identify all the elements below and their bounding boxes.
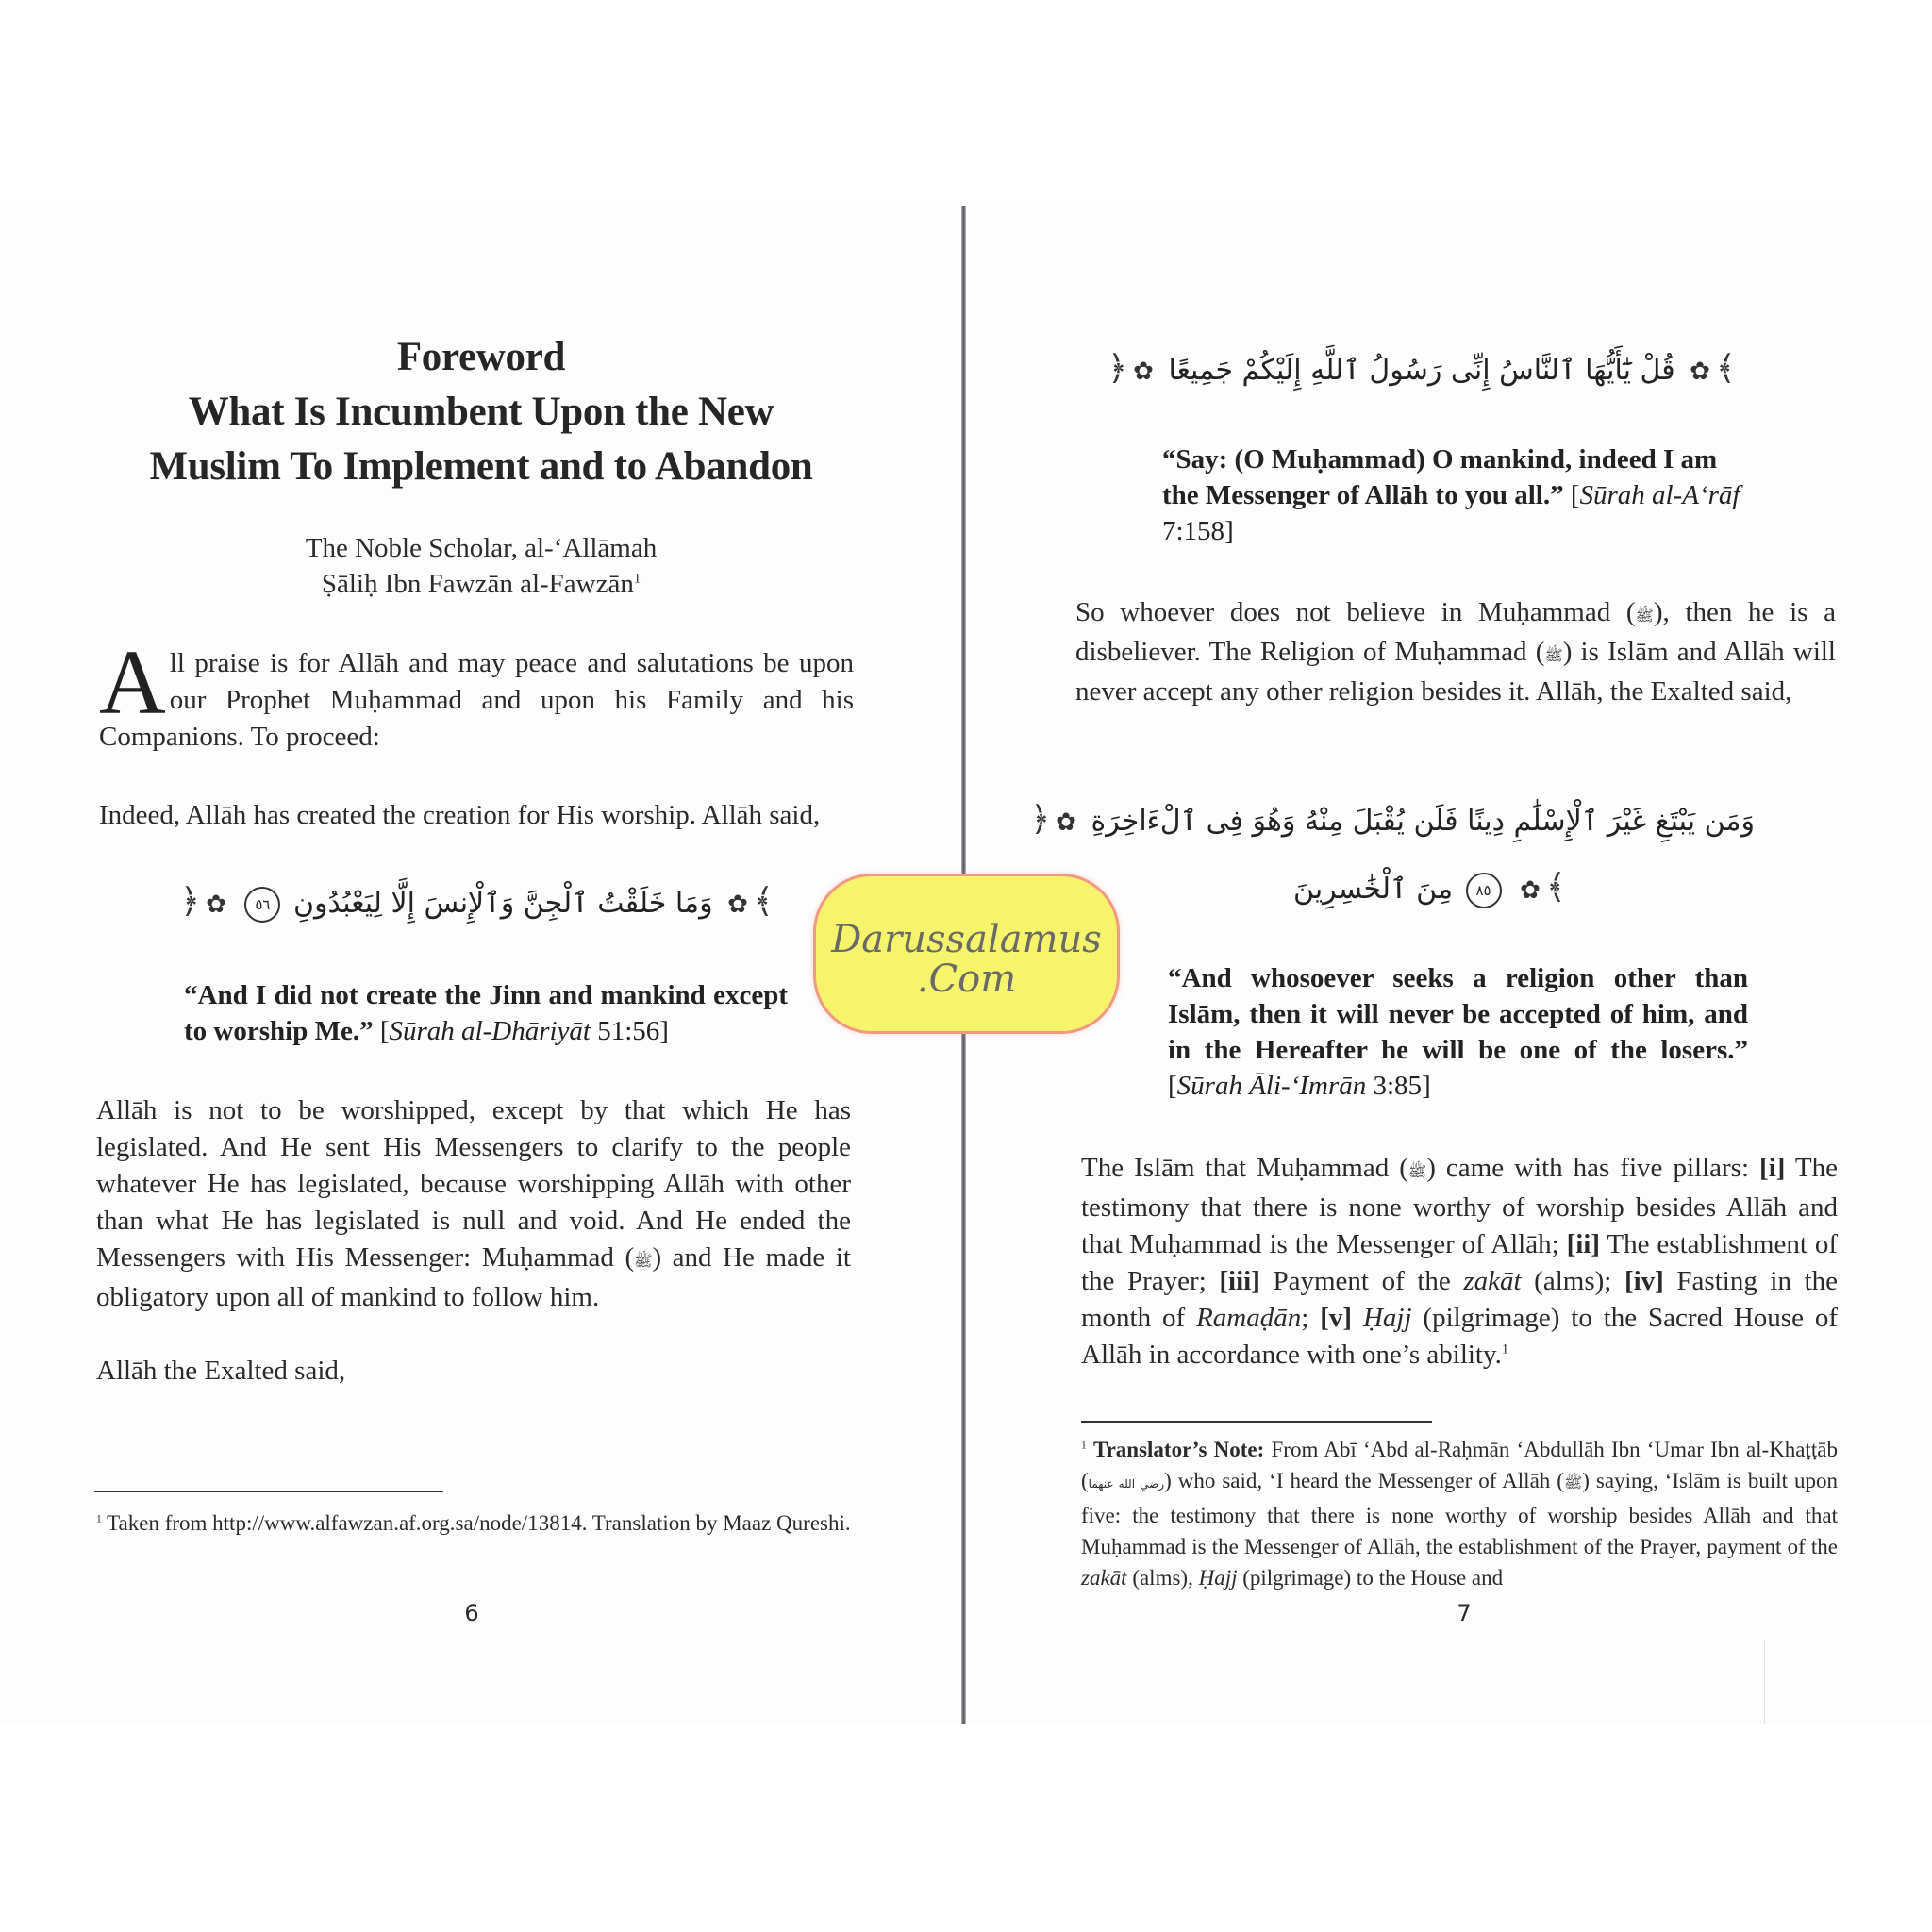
pillar-label: [v] xyxy=(1320,1303,1353,1333)
watermark-line-2: .Com xyxy=(916,958,1017,1001)
disbeliever-paragraph: So whoever does not believe in Muḥammad (ﷺ), then he is a disbeliever. The Religion of Muḥammad (ﷺ) is Islām and Allāh will never accept any other religion besides it. Allāh, the Exalted said, xyxy=(1075,597,1836,707)
verse-translation-3-85: “And whosoever seeks a religion other than Islām, then it will never be accepted of him, and in the Hereafter he will be one of the losers.” [Sūrah Āli-‘Imrān 3:85] xyxy=(1168,963,1748,1101)
verse-reference: [Sūrah Āli-‘Imrān 3:85] xyxy=(1168,1071,1431,1101)
ornate-bracket-icon: ﴾ xyxy=(1545,868,1566,907)
darussalamus-watermark xyxy=(813,874,1120,1034)
footnote-ref[interactable]: 1 xyxy=(633,571,641,587)
flower-ornament-icon: ✿ xyxy=(727,891,748,919)
flower-ornament-icon: ✿ xyxy=(1520,876,1541,905)
radiallahu-anhuma-honorific-icon: رضي الله عنهما xyxy=(1088,1477,1165,1491)
footnote-mark: 1 xyxy=(1081,1440,1087,1452)
intro-paragraph: All praise is for Allāh and may peace and salutations be upon our Prophet Muḥammad and upon his Family and his Companions. To proceed: xyxy=(99,632,854,752)
salawat-honorific-icon: ﷺ xyxy=(1544,646,1563,664)
watermark-line-1: Darussalamus xyxy=(831,918,1102,961)
verse-reference: [Sūrah al-Dhāriyāt 51:56] xyxy=(379,1016,669,1046)
quran-verse-3-85-line-1: وَمَن يَبْتَغِ غَيْرَ ٱلْإِسْلَٰمِ دِينًا فَلَن يُقْبَلَ مِنْهُ وَهُوَ فِى ٱلْءَاخِرَةِ ✿﴿ xyxy=(1030,800,1755,839)
byline-line-2: Ṣāliḥ Ibn Fawzān al-Fawzān$^1$ xyxy=(321,569,641,599)
title-line-3: Muslim To Implement and to Abandon xyxy=(149,444,813,489)
exalted-said-paragraph: Allāh the Exalted said, xyxy=(96,1356,346,1386)
pillar-label: [ii] xyxy=(1566,1229,1601,1259)
verse-translation-51-56: “And I did not create the Jinn and mankind except to worship Me.” [Sūrah al-Dhāriyāt 51:56] xyxy=(184,980,788,1046)
quran-verse-3-85-line-2: ﴾✿ ٨٥ مِنَ ٱلْخَٰسِرِينَ xyxy=(1292,868,1566,907)
creation-paragraph: Indeed, Allāh has created the creation for His worship. Allāh said, xyxy=(99,800,821,830)
footnote-mark: 1 xyxy=(96,1513,102,1525)
verse-translation-7-158: “Say: (O Muḥammad) O mankind, indeed I am the Messenger of Allāh to you all.” [Sūrah al-A‘rāf 7:158] xyxy=(1162,444,1740,546)
drop-cap: A xyxy=(99,632,166,734)
ornate-bracket-icon: ﴿ xyxy=(1030,800,1051,839)
flower-ornament-icon: ✿ xyxy=(1133,358,1154,386)
salawat-honorific-icon: ﷺ xyxy=(1407,1162,1427,1180)
flower-ornament-icon: ✿ xyxy=(1690,358,1710,386)
footnote-1: $^1$ Taken from http://www.alfawzan.af.org.sa/node/13814. Translation by Maaz Qureshi. xyxy=(96,1511,851,1535)
salawat-honorific-icon: ﷺ xyxy=(1563,1474,1583,1491)
salawat-honorific-icon: ﷺ xyxy=(1635,607,1654,625)
translators-note-footnote: $^1$ Translator’s Note: From Abī ‘Abd al-Raḥmān ‘Abdullāh Ibn ‘Umar Ibn al-Khaṭṭāb (رضي الله عنهما) who said, ‘I heard the Messenger of Allāh (ﷺ) saying, ‘Islām is built upon five: the testimony that there is none worthy of worship besides Allāh and that Muḥammad is the Messenger of Allāh, the establishment of the Prayer, payment of the zakāt (alms), Ḥajj (pilgrimage) to the House and xyxy=(1081,1438,1839,1590)
pillar-label: [iv] xyxy=(1624,1266,1664,1296)
ornate-bracket-icon: ﴾ xyxy=(753,882,774,921)
verse-reference: [Sūrah al-A‘rāf 7:158] xyxy=(1162,480,1740,546)
title-line-1: Foreword xyxy=(396,335,566,379)
title-line-2: What Is Incumbent Upon the New xyxy=(188,390,774,434)
ornate-bracket-icon: ﴿ xyxy=(179,882,201,921)
flower-ornament-icon: ✿ xyxy=(206,891,226,919)
footnote-divider xyxy=(1081,1421,1432,1423)
byline-line-1: The Noble Scholar, al-‘Allāmah xyxy=(305,533,658,563)
author-byline xyxy=(94,530,868,602)
ayah-number-badge: ٨٥ xyxy=(1466,873,1502,908)
quran-verse-51-56: ﴾✿ وَمَا خَلَقْتُ ٱلْجِنَّ وَٱلْإِنسَ إِلَّا لِيَعْبُدُونِ ٥٦ ✿﴿ xyxy=(179,882,774,921)
five-pillars-paragraph: The Islām that Muḥammad (ﷺ) came with has five pillars: [i] The testimony that there is none worthy of worship besides Allāh and that Muḥammad is the Messenger of Allāh; [ii] The establishment of the Prayer; [iii] Payment of the zakāt (alms); [iv] Fasting in the month of Ramaḍān; [v] Ḥajj (pilgrimage) to the Sacred House of Allāh in accordance with one’s ability.$^1$ xyxy=(1081,1153,1839,1370)
quran-verse-7-158: ﴾✿ قُلْ يَٰٓأَيُّهَا ٱلنَّاسُ إِنِّى رَسُولُ ٱللَّهِ إِلَيْكُمْ جَمِيعًا ✿﴿ xyxy=(1108,349,1736,388)
ornate-bracket-icon: ﴾ xyxy=(1715,349,1736,388)
footnote-ref[interactable]: 1 xyxy=(1501,1341,1509,1357)
ayah-number-badge: ٥٦ xyxy=(244,887,280,923)
page-number-7: 7 xyxy=(1457,1600,1472,1626)
pillar-label: [iii] xyxy=(1219,1266,1260,1296)
pillar-label: [i] xyxy=(1759,1153,1786,1183)
flower-ornament-icon: ✿ xyxy=(1056,808,1076,837)
footnote-divider xyxy=(94,1491,443,1492)
chapter-title xyxy=(94,330,868,494)
salawat-honorific-icon: ﷺ xyxy=(634,1252,653,1270)
legislated-paragraph: Allāh is not to be worshipped, except by that which He has legislated. And He sent His Messengers to clarify to the people whatever He has legislated, because worshipping Allāh with other than what He has legislated is null and void. And He ended the Messengers with His Messenger: Muḥammad (ﷺ) and He made it obligatory upon all of mankind to follow him. xyxy=(96,1095,851,1312)
ornate-bracket-icon: ﴿ xyxy=(1108,349,1128,388)
page-number-6: 6 xyxy=(464,1600,479,1626)
